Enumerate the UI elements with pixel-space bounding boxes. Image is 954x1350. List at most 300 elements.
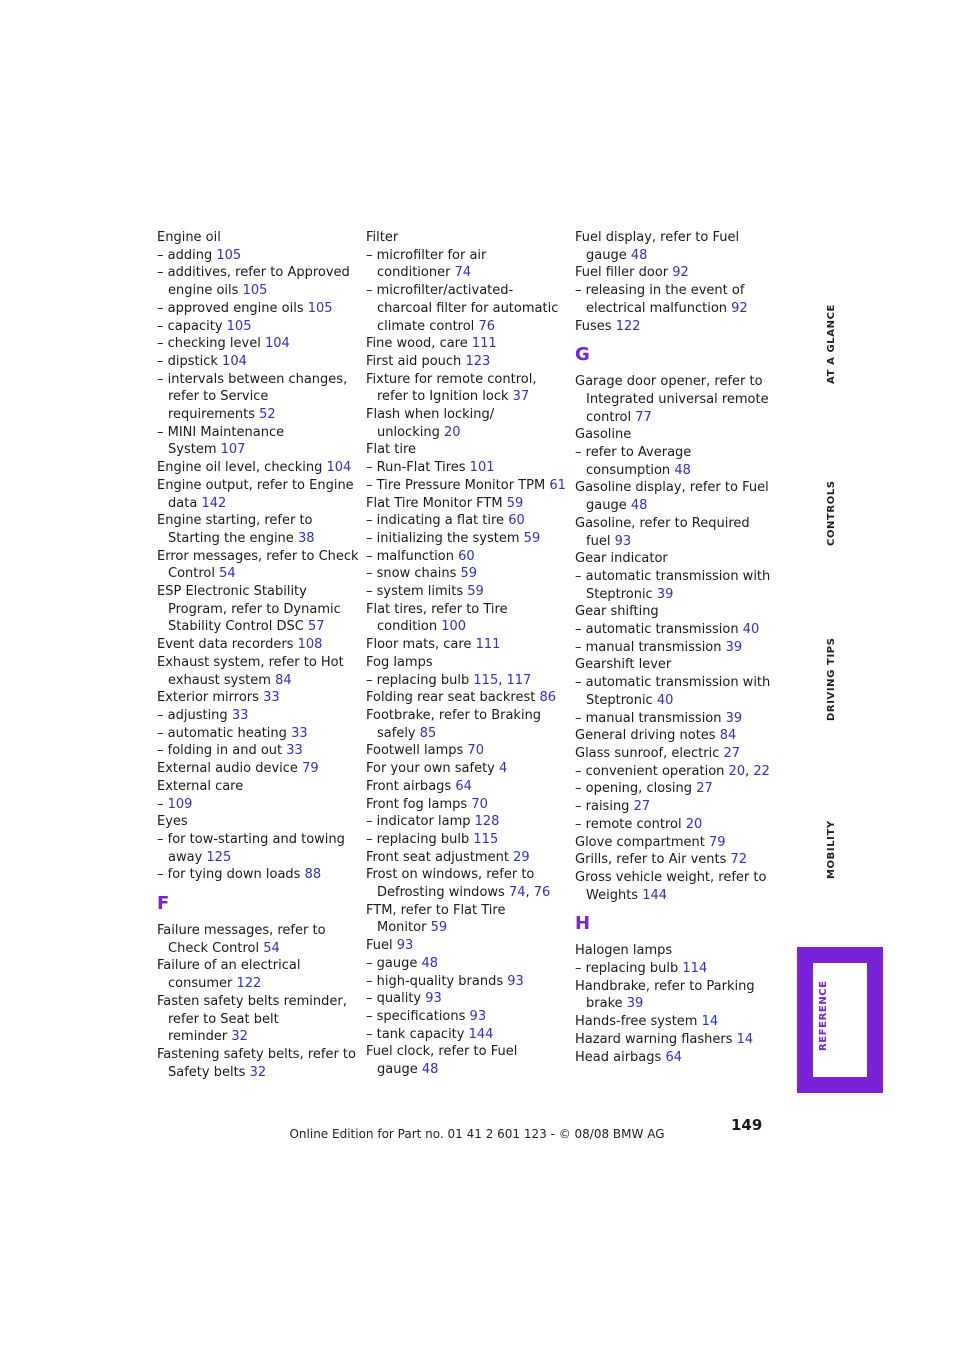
index-entry-text: FTM, refer to Flat Tire [366, 902, 506, 918]
page-link[interactable]: 27 [723, 745, 741, 761]
index-entry [157, 725, 362, 743]
page-link[interactable]: 86 [539, 690, 557, 706]
page-link[interactable]: 60 [458, 548, 475, 564]
index-entry-text: electrical malfunction [586, 300, 728, 316]
index-entry [575, 550, 780, 568]
page-link[interactable]: 74 [508, 885, 526, 901]
page-link[interactable]: 77 [635, 409, 652, 425]
page-link[interactable]: 105 [307, 300, 333, 316]
index-entry-text: – indicator lamp [366, 814, 471, 830]
page-link[interactable]: 76 [533, 885, 551, 901]
page-link[interactable]: 54 [263, 940, 280, 956]
index-column-3 [575, 229, 780, 1066]
index-entry [575, 603, 780, 621]
index-entry-text: Garage door opener, refer to [575, 374, 763, 390]
index-entry-text: Front seat adjustment [366, 849, 509, 865]
page-link[interactable]: 39 [725, 639, 743, 655]
index-entry-text: – quality [366, 991, 422, 1007]
index-entry-text: Exterior mirrors [157, 690, 259, 706]
index-entry-text: Folding rear seat backrest [366, 690, 536, 706]
page-link[interactable]: 14 [736, 1031, 754, 1047]
index-entry [575, 533, 780, 551]
index-entry-text: Fuel display, refer to Fuel [575, 230, 740, 245]
index-entry-text: – raising [575, 799, 630, 815]
index-entry [157, 672, 362, 690]
index-entry [157, 300, 362, 318]
index-entry-text: condition [377, 619, 438, 635]
index-entry-text: safely [377, 725, 416, 741]
index-entry [157, 707, 362, 725]
page-link[interactable]: 64 [665, 1049, 682, 1065]
page-link[interactable]: 37 [512, 389, 530, 405]
index-entry-text: Failure of an electrical [157, 958, 301, 974]
index-entry-text: Control [168, 566, 215, 582]
index-entry [157, 618, 362, 636]
index-entry [157, 689, 362, 707]
index-entry [157, 796, 362, 814]
index-entry-text: – dipstick [157, 353, 218, 369]
page-link[interactable]: 59 [460, 566, 478, 582]
page-link[interactable]: 33 [291, 725, 308, 741]
index-entry [575, 978, 780, 996]
index-entry-text: – specifications [366, 1008, 466, 1024]
page-link[interactable]: 72 [730, 852, 748, 868]
index-entry-text: Check Control [168, 940, 260, 956]
index-entry [575, 318, 780, 336]
page-link[interactable]: 107 [220, 442, 246, 458]
index-entry [366, 565, 571, 583]
index-entry [157, 353, 362, 371]
index-entry [157, 636, 362, 654]
index-entry-text: – automatic transmission [575, 622, 739, 638]
index-entry-text: Fuses [575, 318, 612, 334]
page-link[interactable]: 61 [549, 477, 566, 493]
index-entry [366, 583, 571, 601]
index-entry-text: Footbrake, refer to Braking [366, 707, 542, 723]
index-entry-text: Failure messages, refer to [157, 923, 326, 939]
index-entry [157, 477, 362, 495]
index-entry [366, 725, 571, 743]
page-link[interactable]: 4 [499, 761, 508, 777]
page-link[interactable]: 93 [469, 1008, 487, 1024]
index-entry [157, 371, 362, 389]
page-number: 149 [731, 1116, 763, 1134]
index-entry-text: consumer [168, 976, 233, 992]
index-entry-text: refer to Ignition lock [377, 389, 509, 405]
index-entry-text: Steptronic [586, 586, 653, 602]
page-link[interactable]: 39 [626, 996, 644, 1012]
index-entry-text: – initializing the system [366, 530, 520, 546]
page-link[interactable]: 144 [468, 1026, 494, 1042]
section-letter: H [575, 913, 591, 935]
index-entry [575, 816, 780, 834]
page-link[interactable]: 29 [513, 849, 530, 865]
page-link[interactable]: 54 [219, 566, 236, 582]
page-link[interactable]: 38 [297, 530, 315, 546]
side-tab-at-a-glance[interactable]: AT A GLANCE [826, 304, 837, 384]
index-entry-text: – replacing bulb [366, 672, 470, 688]
index-entry [157, 957, 362, 975]
page-link[interactable]: 88 [304, 867, 322, 883]
index-entry-text: Engine starting, refer to [157, 513, 313, 529]
page-link[interactable]: 32 [249, 1064, 267, 1080]
index-entry [575, 834, 780, 852]
index-column-1 [157, 229, 362, 1081]
index-entry [157, 565, 362, 583]
index-entry [575, 426, 780, 444]
page-link[interactable]: 59 [506, 495, 524, 511]
index-entry-text: – intervals between changes, [157, 371, 348, 387]
index-entry [366, 247, 571, 265]
index-entry [575, 639, 780, 657]
index-entry [366, 902, 571, 920]
index-entry-text: conditioner [377, 265, 451, 281]
page-link[interactable]: 93 [614, 533, 632, 549]
index-entry [157, 441, 362, 459]
index-entry-text: gauge [586, 247, 627, 263]
index-entry-text: Program, refer to Dynamic [168, 601, 341, 617]
page-link[interactable]: 48 [421, 955, 439, 971]
index-entry [575, 656, 780, 674]
index-entry-text: Safety belts [168, 1064, 246, 1080]
index-entry-text: – checking level [157, 336, 261, 352]
index-entry [157, 1046, 362, 1064]
index-entry [157, 993, 362, 1011]
index-entry [575, 780, 780, 798]
page-link[interactable]: 108 [297, 637, 323, 653]
index-entry-text: – replacing bulb [366, 831, 470, 847]
page-link[interactable]: 59 [467, 584, 484, 600]
page-link[interactable]: 100 [441, 619, 467, 635]
page-link[interactable]: 39 [656, 586, 674, 602]
index-entry [575, 282, 780, 300]
index-entry [366, 618, 571, 636]
page-link[interactable]: 32 [231, 1029, 248, 1045]
page-link[interactable]: 52 [259, 407, 276, 423]
index-entry [575, 942, 780, 960]
index-entry [366, 919, 571, 937]
index-entry-text: Fuel filler door [575, 265, 669, 281]
index-entry [575, 674, 780, 692]
page-link[interactable]: 104 [326, 460, 352, 476]
index-entry-text: brake [586, 996, 623, 1012]
index-entry-text: – tank capacity [366, 1026, 465, 1042]
index-entry [575, 462, 780, 480]
page-link[interactable]: 93 [425, 991, 442, 1007]
page-link[interactable]: 122 [615, 318, 641, 334]
index-entry-text: Floor mats, care [366, 637, 472, 653]
page-link[interactable]: 20 [685, 816, 703, 832]
page-link[interactable]: 111 [471, 336, 497, 352]
page-link[interactable]: 93 [396, 938, 414, 954]
index-entry [575, 247, 780, 265]
index-entry [157, 282, 362, 300]
index-entry [575, 568, 780, 586]
index-entry-text: – adjusting [157, 707, 228, 723]
index-entry-text: Weights [586, 887, 639, 903]
index-entry-text: – microfilter/activated- [366, 283, 514, 299]
index-entry [157, 831, 362, 849]
index-entry [157, 406, 362, 424]
index-entry [157, 548, 362, 566]
index-entry [157, 866, 362, 884]
index-entry-text: – releasing in the event of [575, 283, 745, 299]
page-link[interactable]: 48 [630, 498, 648, 514]
index-entry-text: engine oils [168, 283, 239, 299]
page-link[interactable]: 59 [523, 530, 541, 546]
index-entry [575, 960, 780, 978]
page-link[interactable]: 22 [753, 763, 770, 779]
index-entry [366, 512, 571, 530]
index-entry [157, 318, 362, 336]
page-link[interactable]: 123 [465, 353, 491, 369]
page-link[interactable]: 93 [507, 973, 524, 989]
index-entry: – replacing bulb 115, 117 [366, 672, 532, 688]
page-link[interactable]: 92 [731, 300, 748, 316]
index-entry [575, 710, 780, 728]
page-link[interactable]: 92 [672, 265, 689, 281]
page-link[interactable]: 48 [674, 462, 691, 478]
page-link[interactable]: 76 [478, 318, 495, 334]
index-entry-text: Hands-free system [575, 1014, 698, 1030]
index-entry [157, 922, 362, 940]
index-entry-text: fuel [586, 533, 611, 549]
section-letter: G [575, 344, 590, 366]
page-link[interactable]: 79 [709, 834, 726, 850]
page-link[interactable]: 27 [633, 799, 651, 815]
index-entry-text: – convenient operation [575, 763, 725, 779]
page-link[interactable]: 84 [275, 672, 292, 688]
page-link[interactable]: 79 [302, 761, 319, 777]
index-entry-text: Fixture for remote control, [366, 371, 537, 387]
index-column-2 [366, 229, 571, 1079]
index-entry [157, 1028, 362, 1046]
index-entry [157, 849, 362, 867]
index-entry-text: – additives, refer to Approved [157, 265, 350, 281]
page-link[interactable]: 40 [742, 622, 760, 638]
index-entry [575, 229, 780, 247]
index-entry [366, 849, 571, 867]
index-entry [366, 495, 571, 513]
index-entry-text: – automatic heating [157, 725, 287, 741]
index-entry [575, 1049, 780, 1067]
index-entry [366, 318, 571, 336]
index-entry [157, 742, 362, 760]
index-entry [366, 353, 571, 371]
index-entry [366, 300, 571, 318]
index-entry-text: Starting the engine [168, 530, 294, 546]
index-entry [366, 477, 571, 495]
index-entry-text: Flash when locking/ [366, 407, 495, 423]
index-entry-text: – malfunction [366, 548, 454, 564]
page-link[interactable]: 115 [473, 831, 499, 847]
page-link[interactable]: 128 [474, 814, 500, 830]
index-entry-text: Fuel [366, 938, 393, 954]
index-entry [366, 335, 571, 353]
index-entry-text: – high-quality brands [366, 973, 504, 989]
page-link[interactable]: 40 [656, 692, 674, 708]
index-entry [366, 1008, 571, 1026]
page-link[interactable]: 115 [473, 672, 499, 688]
page-link[interactable]: 33 [231, 707, 249, 723]
index-entry [157, 940, 362, 958]
page-link[interactable]: 70 [471, 796, 488, 812]
index-entry-text: Frost on windows, refer to [366, 867, 535, 883]
index-entry-text: Fasten safety belts reminder, [157, 993, 347, 1009]
index-entry [366, 530, 571, 548]
page-link[interactable]: 14 [701, 1014, 719, 1030]
page-link[interactable]: 142 [201, 495, 227, 511]
page-link[interactable]: 27 [696, 781, 713, 797]
index-entry-text: Stability Control DSC [168, 619, 304, 635]
side-tab-driving-tips[interactable]: DRIVING TIPS [826, 637, 837, 721]
index-entry [157, 495, 362, 513]
index-entry [575, 444, 780, 462]
index-entry [157, 601, 362, 619]
index-entry [157, 247, 362, 265]
page-link[interactable]: 84 [719, 728, 737, 744]
page-link[interactable]: 70 [467, 743, 484, 759]
index-entry-text: Glass sunroof, electric [575, 745, 720, 761]
page-link[interactable]: 117 [506, 672, 532, 688]
page-link[interactable]: 111 [475, 637, 501, 653]
page-link[interactable]: 48 [630, 247, 648, 263]
index-entry [575, 373, 780, 391]
index-entry-text: – snow chains [366, 566, 457, 582]
page-link[interactable]: 105 [216, 247, 242, 263]
index-entry-text: charcoal filter for automatic [377, 300, 559, 316]
index-entry [366, 1061, 571, 1079]
index-entry-text: climate control [377, 318, 475, 334]
index-entry-text: Head airbags [575, 1049, 662, 1065]
index-entry [366, 973, 571, 991]
page-link[interactable]: 48 [421, 1062, 439, 1078]
index-entry [575, 851, 780, 869]
side-tab-reference[interactable] [797, 947, 883, 1093]
index-entry [157, 813, 362, 831]
index-entry-text: Event data recorders [157, 637, 294, 653]
page-link[interactable]: 101 [469, 460, 495, 476]
index-entry-text: Gear indicator [575, 551, 668, 567]
index-entry [366, 636, 571, 654]
page-link[interactable]: 57 [307, 619, 325, 635]
index-entry [575, 1031, 780, 1049]
index-entry [366, 760, 571, 778]
index-entry [575, 391, 780, 409]
page-link[interactable]: 105 [242, 283, 268, 299]
index-entry [366, 990, 571, 1008]
index-entry-text: – manual transmission [575, 710, 722, 726]
index-entry [157, 1011, 362, 1029]
page-link[interactable]: 20 [443, 424, 461, 440]
index-entry-text: Gasoline [575, 427, 632, 443]
index-entry [366, 1043, 571, 1061]
index-entry-text: – capacity [157, 318, 223, 334]
index-entry [366, 742, 571, 760]
index-entry-text: Handbrake, refer to Parking [575, 978, 755, 994]
index-entry-text: exhaust system [168, 672, 271, 688]
index-entry-text: Gasoline, refer to Required [575, 515, 750, 531]
index-entry [575, 692, 780, 710]
index-entry-text: Fog lamps [366, 654, 433, 670]
index-entry [366, 654, 571, 672]
index-entry-text: – for tying down loads [157, 867, 301, 883]
index-entry-text: Engine output, refer to Engine [157, 477, 354, 493]
page-link[interactable]: 33 [286, 743, 303, 759]
index-entry [366, 264, 571, 282]
index-entry [157, 975, 362, 993]
index-entry-text: Defrosting windows [377, 885, 505, 901]
index-entry-text: Hazard warning flashers [575, 1031, 733, 1047]
index-entry-text: – Run-Flat Tires [366, 460, 466, 476]
page-link[interactable]: 122 [236, 976, 262, 992]
page-link[interactable]: 85 [419, 725, 437, 741]
index-entry-text: Halogen lamps [575, 943, 673, 959]
index-entry-text: gauge [377, 1062, 418, 1078]
index-entry-text: – indicating a flat tire [366, 513, 505, 529]
index-entry-text: Gross vehicle weight, refer to [575, 869, 767, 885]
page-link[interactable]: 74 [454, 265, 472, 281]
page-link[interactable]: 59 [430, 920, 448, 936]
page-link[interactable]: 33 [263, 690, 280, 706]
index-entry-text: System [168, 442, 217, 458]
index-entry-text: – gauge [366, 955, 418, 971]
page-link[interactable]: 64 [455, 778, 472, 794]
index-entry-text: – approved engine oils [157, 300, 304, 316]
index-entry-text: Integrated universal remote [586, 391, 769, 407]
index-entry [366, 937, 571, 955]
index-entry-text: – system limits [366, 584, 464, 600]
index-entry [366, 548, 571, 566]
page-link[interactable]: 104 [264, 336, 290, 352]
index-entry-text: gauge [586, 498, 627, 514]
index-entry-text: Eyes [157, 814, 188, 830]
index-entry-text: Monitor [377, 920, 427, 936]
page-link[interactable]: 144 [642, 887, 668, 903]
index-entry [575, 798, 780, 816]
index-entry-text: reminder [168, 1029, 228, 1045]
index-entry [366, 459, 571, 477]
index-entry [575, 586, 780, 604]
index-entry [575, 479, 780, 497]
index-entry [366, 778, 571, 796]
page-link[interactable]: 109 [167, 796, 193, 812]
page-link[interactable]: 39 [725, 710, 743, 726]
index-entry [575, 264, 780, 282]
index-entry-text: – adding [157, 247, 213, 263]
page-link[interactable]: 114 [682, 961, 708, 977]
index-entry-text: – for tow-starting and towing [157, 831, 345, 847]
index-entry-text: requirements [168, 407, 255, 423]
index-entry-text: Fuel clock, refer to Fuel [366, 1044, 518, 1060]
page-link[interactable]: 20 [728, 763, 746, 779]
page-link[interactable]: 105 [226, 318, 252, 334]
index-entry [366, 955, 571, 973]
index-entry-text: data [168, 495, 198, 511]
index-entry [157, 229, 362, 247]
index-entry-text: – automatic transmission with [575, 675, 771, 691]
page-link[interactable]: 104 [222, 353, 247, 369]
index-entry-text: – Tire Pressure Monitor TPM [366, 477, 546, 493]
index-entry-text: ESP Electronic Stability [157, 584, 307, 600]
side-tab-controls[interactable]: CONTROLS [826, 480, 837, 546]
index-entry [575, 995, 780, 1013]
index-entry-text: Fastening safety belts, refer to [157, 1046, 356, 1062]
index-entry [575, 1013, 780, 1031]
page-link[interactable]: 125 [206, 849, 232, 865]
page-link[interactable]: 60 [508, 513, 525, 529]
side-tab-mobility[interactable]: MOBILITY [826, 820, 837, 879]
